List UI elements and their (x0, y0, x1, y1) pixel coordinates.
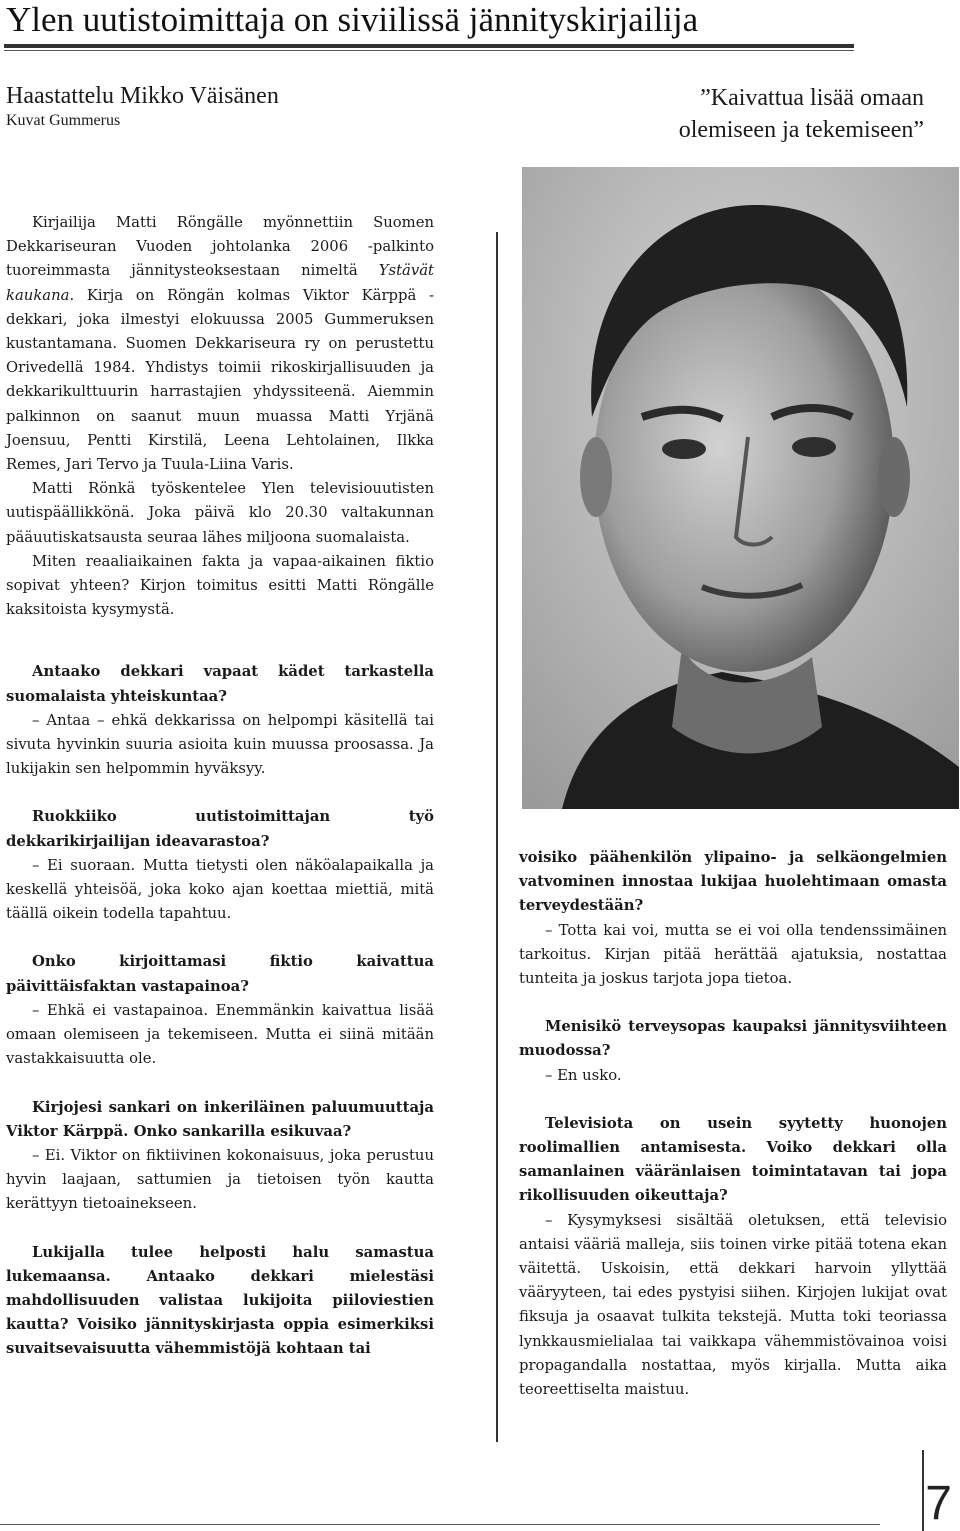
intro-text: Miten reaaliaikainen fakta ja vapaa-aikainen fiktio sopivat yhteen? Kirjon toimitus esitti Matti Röngälle kaksitoista kysymystä. (6, 552, 434, 619)
question: Onko kirjoittamasi fiktio kaivattua päivittäisfaktan vastapainoa? (6, 953, 434, 995)
intro-paragraph (6, 477, 434, 550)
answer: – En usko. (545, 1066, 622, 1084)
answer: – Ei. Viktor on fiktiivinen kokonaisuus, joka perustuu hyvin laajaan, sattumien ja tietoisen työn kautta kerättyyn tietoainekseen. (6, 1146, 434, 1213)
column-divider (496, 232, 498, 1442)
author-portrait (522, 167, 959, 809)
answer: – Ei suoraan. Mutta tietysti olen näköalapaikalla ja keskellä yhteisöä, joka koko ajan koettaa miettiä, mitä täällä oikein todella tapahtuu. (6, 856, 434, 923)
question: Ruokkiiko uutistoimittajan työ dekkarikirjailijan ideavarastoa? (6, 808, 434, 850)
answer: – Kysymyksesi sisältää oletuksen, että televisio antaisi vääriä malleja, siis toinen virke pitää totena ekan väitettä. Uskoisin, että dekkari harvoin yllyttää vääryyteen, tai edes pystyisi siihen. Kirjojen lukijat ovat fiksuja ja osaavat tulkita tekstejä. Mutta toki teoriassa lynkkausmielialaa tai vaikkapa vähemmistövainoa voisi propagandalla nostattaa, myös kirjalla. Mutta aika teoreettiselta maistuu. (519, 1211, 947, 1399)
bottom-rule (0, 1524, 880, 1525)
question: Menisikö terveysopas kaupaksi jännitysviihteen muodossa? (519, 1018, 947, 1060)
title-rule-thin (4, 50, 854, 51)
article-title: Ylen uutistoimittaja on siviilissä jännityskirjailija (6, 0, 699, 39)
intro-text: Kirjailija Matti Röngälle myönnettiin Suomen Dekkariseuran Vuoden johtolanka 2006 -palkinto tuoreimmasta jännitysteoksestaan nimeltä (6, 214, 434, 280)
byline (6, 82, 466, 132)
pull-quote (504, 82, 924, 146)
question: Kirjojesi sankari on inkeriläinen paluumuuttaja Viktor Kärppä. Onko sankarilla esikuvaa? (6, 1098, 434, 1140)
title-rule-thick (4, 44, 854, 48)
byline-author: Haastattelu Mikko Väisänen (6, 83, 279, 109)
question: Antaako dekkari vapaat kädet tarkastella suomalaista yhteiskuntaa? (6, 663, 434, 705)
book-title: Ystävät kaukana (6, 262, 434, 304)
question-continued: voisiko päähenkilön ylipaino- ja selkäongelmien vatvominen innostaa lukijaa huolehtimaan omasta terveydestään? (519, 849, 947, 915)
intro-text: . Kirja on Röngän kolmas Viktor Kärppä -dekkari, joka ilmestyi elokuussa 2005 Gummeruksen kustantamana. Suomen Dekkariseura ry on perustettu Orivedellä 1984. Yhdistys toimii rikoskirjallisuuden ja dekkarikulttuurin harrastajien yhdyssiteenä. Aiemmin palkinnon on saanut muun muassa Matti Yrjänä Joensuu, Pentti Kirstilä, Leena Lehtolainen, Ilkka Remes, Jari Tervo ja Tuula-Liina Varis. (6, 286, 434, 474)
question: Lukijalla tulee helposti halu samastua lukemaansa. Antaako dekkari mielestäsi mahdollisuuden valistaa lukijoita piiloviestien kautta? Voisiko jännityskirjasta oppia esimerkiksi suvaitsevaisuutta vähemmistöjä kohtaan tai (6, 1243, 434, 1358)
question: Televisiota on usein syytetty huonojen roolimallien antamisesta. Voiko dekkari olla samanlainen vääränlaisen toimintatavan tai jopa rikollisuuden oikeuttaja? (519, 1114, 947, 1205)
pull-quote-line-1: ”Kaivattua lisää omaan (700, 85, 924, 111)
answer: – Ehkä ei vastapainoa. Enemmänkin kaivattua lisää omaan olemiseen ja tekemiseen. Mutta ei siinä mitään vastakkaisuutta ole. (6, 1001, 434, 1068)
intro-paragraph (6, 211, 434, 477)
answer: – Antaa – ehkä dekkarissa on helpompi käsitellä tai sivuta hyvinkin suuria asioita kuin muussa proosassa. Ja lukijakin sen helpommin hyväksyy. (6, 711, 434, 778)
right-column (519, 846, 947, 1402)
page-number: 7 (925, 1477, 952, 1530)
person-portrait-icon (522, 167, 959, 809)
left-column (6, 211, 434, 1362)
intro-text: Matti Rönkä työskentelee Ylen televisiouutisten uutispäällikkönä. Joka päivä klo 20.30 valtakunnan pääuutiskatsausta seuraa lähes miljoona suomalaista. (6, 480, 434, 546)
photo-credit: Kuvat Gummerus (6, 112, 121, 129)
pull-quote-line-2: olemiseen ja tekemiseen” (678, 117, 924, 143)
page-edge-rule (922, 1450, 924, 1531)
intro-paragraph (6, 550, 434, 623)
answer: – Totta kai voi, mutta se ei voi olla tendenssimäinen tarkoitus. Kirjan pitää herättää ajatuksia, nostattaa tunteita ja joskus tarjota jopa tietoa. (519, 921, 947, 988)
